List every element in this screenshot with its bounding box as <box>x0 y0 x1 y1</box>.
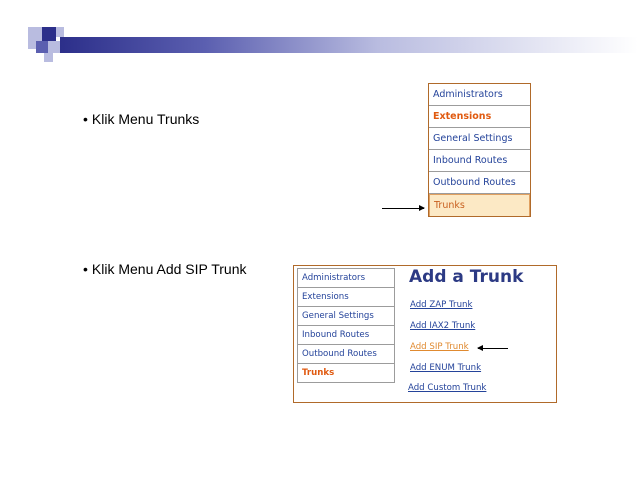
menu-item-outbound-routes[interactable]: Outbound Routes <box>298 345 394 364</box>
menu-item-extensions[interactable]: Extensions <box>429 106 530 128</box>
slide-header-decoration <box>0 0 638 70</box>
bullet-klik-add-sip <box>83 261 247 277</box>
add-trunk-screenshot <box>293 265 557 403</box>
header-square-4 <box>36 41 48 53</box>
bullet-text: Klik Menu Trunks <box>91 111 200 127</box>
menu-item-trunks[interactable]: Trunks <box>429 194 530 216</box>
menu-item-inbound-routes[interactable]: Inbound Routes <box>298 326 394 345</box>
add-iax2-trunk-link[interactable]: Add IAX2 Trunk <box>410 321 476 331</box>
header-square-3 <box>56 27 64 37</box>
menu-item-outbound-routes[interactable]: Outbound Routes <box>429 172 530 194</box>
header-square-7 <box>44 53 53 62</box>
header-square-2 <box>42 27 56 41</box>
add-custom-trunk-link[interactable]: Add Custom Trunk <box>408 383 487 393</box>
menu-item-administrators[interactable]: Administrators <box>429 84 530 106</box>
bullet-klik-trunks <box>83 111 199 127</box>
add-zap-trunk-link[interactable]: Add ZAP Trunk <box>410 300 473 310</box>
navigation-menu-screenshot-1 <box>428 83 531 217</box>
add-trunk-title: Add a Trunk <box>409 267 524 287</box>
header-square-1 <box>28 27 42 41</box>
add-enum-trunk-link[interactable]: Add ENUM Trunk <box>410 363 482 373</box>
add-sip-trunk-link[interactable]: Add SIP Trunk <box>410 342 469 352</box>
menu-item-extensions[interactable]: Extensions <box>298 288 394 307</box>
menu-item-trunks[interactable]: Trunks <box>302 368 335 378</box>
bullet-text: Klik Menu Add SIP Trunk <box>91 261 247 277</box>
navigation-menu-screenshot-2 <box>297 268 395 383</box>
bullet-symbol: • <box>83 261 88 277</box>
menu-item-general-settings[interactable]: General Settings <box>298 307 394 326</box>
pointer-arrow-trunks <box>382 208 424 209</box>
header-square-6 <box>28 41 36 49</box>
pointer-arrow-add-sip <box>478 348 508 349</box>
menu-item-administrators[interactable]: Administrators <box>298 269 394 288</box>
header-gradient-bar <box>60 37 638 53</box>
header-square-5 <box>48 41 60 53</box>
bullet-symbol: • <box>83 111 88 127</box>
menu-item-inbound-routes[interactable]: Inbound Routes <box>429 150 530 172</box>
menu-item-general-settings[interactable]: General Settings <box>429 128 530 150</box>
